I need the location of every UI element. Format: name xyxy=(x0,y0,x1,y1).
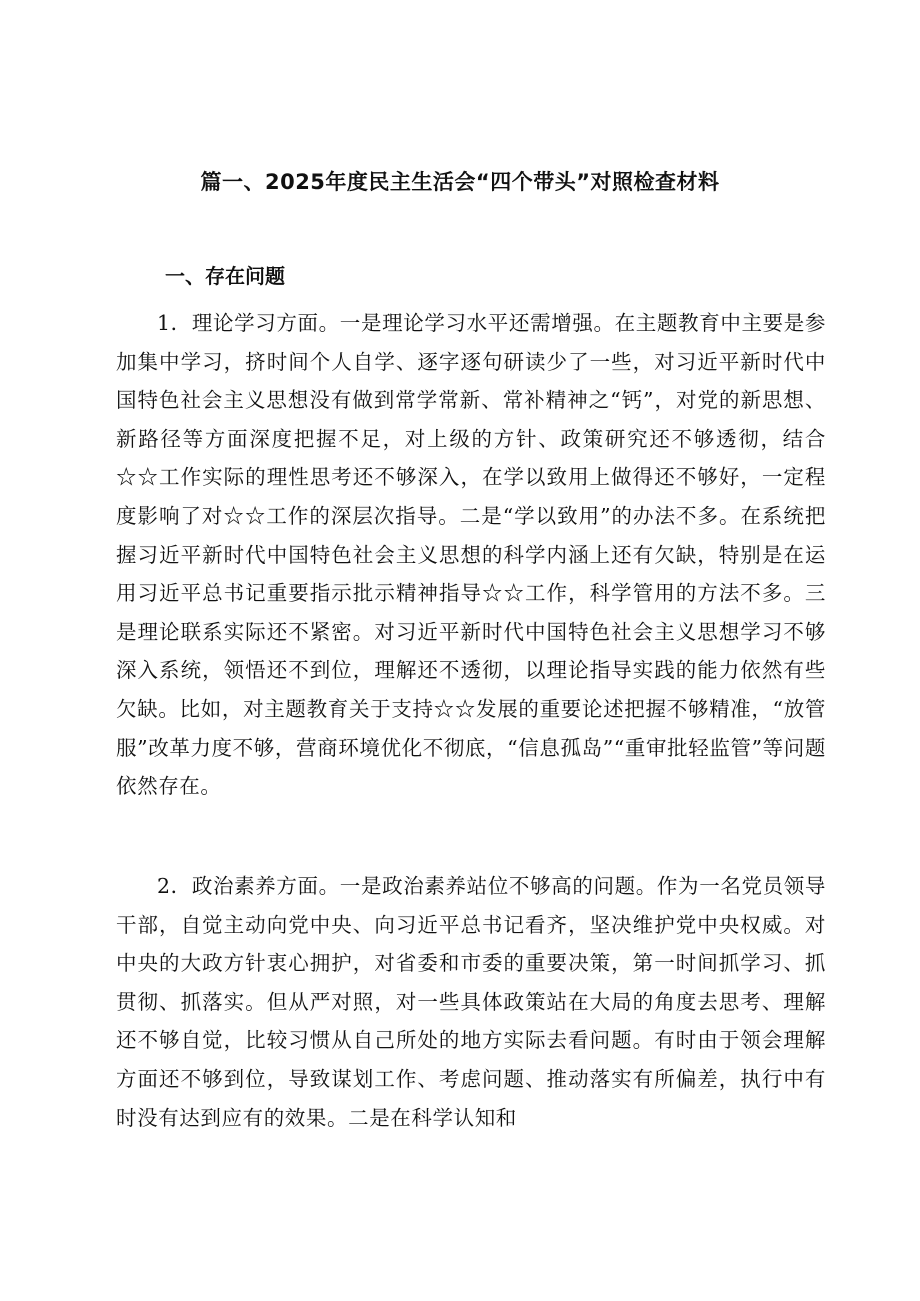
section-heading: 一、存在问题 xyxy=(165,264,285,288)
paragraph-theory-study: 1．理论学习方面。一是理论学习水平还需增强。在主题教育中主要是参加集中学习，挤时间个人自学、逐字逐句研读少了一些，对习近平新时代中国特色社会主义思想没有做到常学常新、常补精神之“钙”，对党的新思想、新路径等方面深度把握不足，对上级的方针、政策研究还不够透彻，结合☆☆工作实际的理性思考还不够深入，在学以致用上做得还不够好，一定程度影响了对☆☆工作的深层次指导。二是“学以致用”的办法不多。在系统把握习近平新时代中国特色社会主义思想的科学内涵上还有欠缺，特别是在运用习近平总书记重要指示批示精神指导☆☆工作，科学管用的方法不多。三是理论联系实际还不紧密。对习近平新时代中国特色社会主义思想学习不够深入系统，领悟还不到位，理解还不透彻，以理论指导实践的能力依然有些欠缺。比如，对主题教育关于支持☆☆发展的重要论述把握不够精准，“放管服”改革力度不够，营商环境优化不彻底，“信息孤岛”“重审批轻监管”等问题依然存在。 xyxy=(116,311,826,799)
paragraph-political-literacy: 2．政治素养方面。一是政治素养站位不够高的问题。作为一名党员领导干部，自觉主动向党中央、向习近平总书记看齐，坚决维护党中央权威。对中央的大政方针衷心拥护，对省委和市委的重要决策，第一时间抓学习、抓贯彻、抓落实。但从严对照，对一些具体政策站在大局的角度去思考、理解还不够自觉，比较习惯从自己所处的地方实际去看问题。有时由于领会理解方面还不够到位，导致谋划工作、考虑问题、推动落实有所偏差，执行中有时没有达到应有的效果。二是在科学认知和 xyxy=(116,874,826,1130)
document-title: 篇一、2025年度民主生活会“四个带头”对照检查材料 xyxy=(200,170,720,194)
